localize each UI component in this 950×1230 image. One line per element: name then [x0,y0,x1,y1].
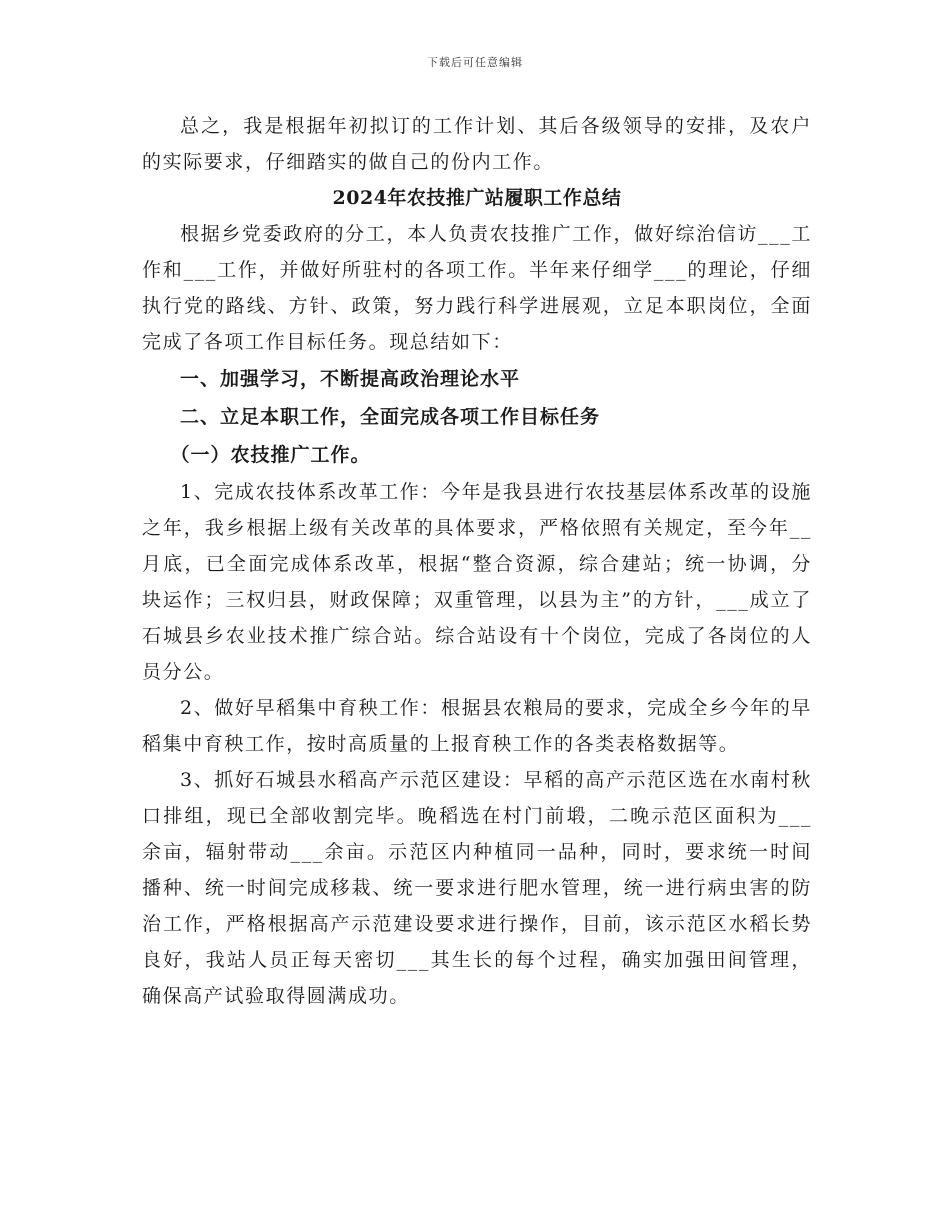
header-note: 下载后可任意编辑 [427,56,523,69]
intro-paragraph: 总之，我是根据年初拟订的工作计划、其后各级领导的安排，及农户的实际要求，仔细踏实的做自己的份内工作。 [142,115,812,173]
section-heading-2: 二、立足本职工作，全面完成各项工作目标任务 [180,406,601,428]
item-paragraph-2: 2、做好早稻集中育秧工作：根据县农粮局的要求，完成全乡今年的早稻集中育秧工作，按时高质量的上报育秧工作的各类表格数据等。 [142,697,812,755]
subsection-heading-1: （一）农技推广工作。 [170,444,371,466]
item-paragraph-3: 3、抓好石城县水稻高产示范区建设：早稻的高产示范区选在水南村秋口排组，现已全部收割完毕。晚稻选在村门前塅，二晚示范区面积为___余亩，辐射带动___余亩。示范区内种植同一品种，同时，要求统一时间播种、统一时间完成移栽、统一要求进行肥水管理，统一进行病虫害的防治工作，严格根据高产示范建设要求进行操作，目前，该示范区水稻长势良好，我站人员正每天密切___其生长的每个过程，确实加强田间管理，确保高产试验取得圆满成功。 [142,769,812,1007]
document-body [142,108,812,1014]
opening-paragraph: 根据乡党委政府的分工，本人负责农技推广工作，做好综治信访___工作和___工作，并做好所驻村的各项工作。半年来仔细学___的理论，仔细执行党的路线、方针、政策，努力践行科学进展观，立足本职岗位，全面完成了各项工作目标任务。现总结如下： [142,223,812,353]
document-title: 2024年农技推广站履职工作总结 [332,187,622,209]
item-paragraph-1: 1、完成农技体系改革工作：今年是我县进行农技基层体系改革的设施之年，我乡根据上级有关改革的具体要求，严格依照有关规定，至今年__月底，已全面完成体系改革，根据“整合资源，综合建站；统一协调，分块运作；三权归县，财政保障；双重管理，以县为主”的方针，___成立了石城县乡农业技术推广综合站。综合站设有十个岗位，完成了各岗位的人员分公。 [142,481,812,683]
section-heading-1: 一、加强学习，不断提高政治理论水平 [180,368,521,390]
